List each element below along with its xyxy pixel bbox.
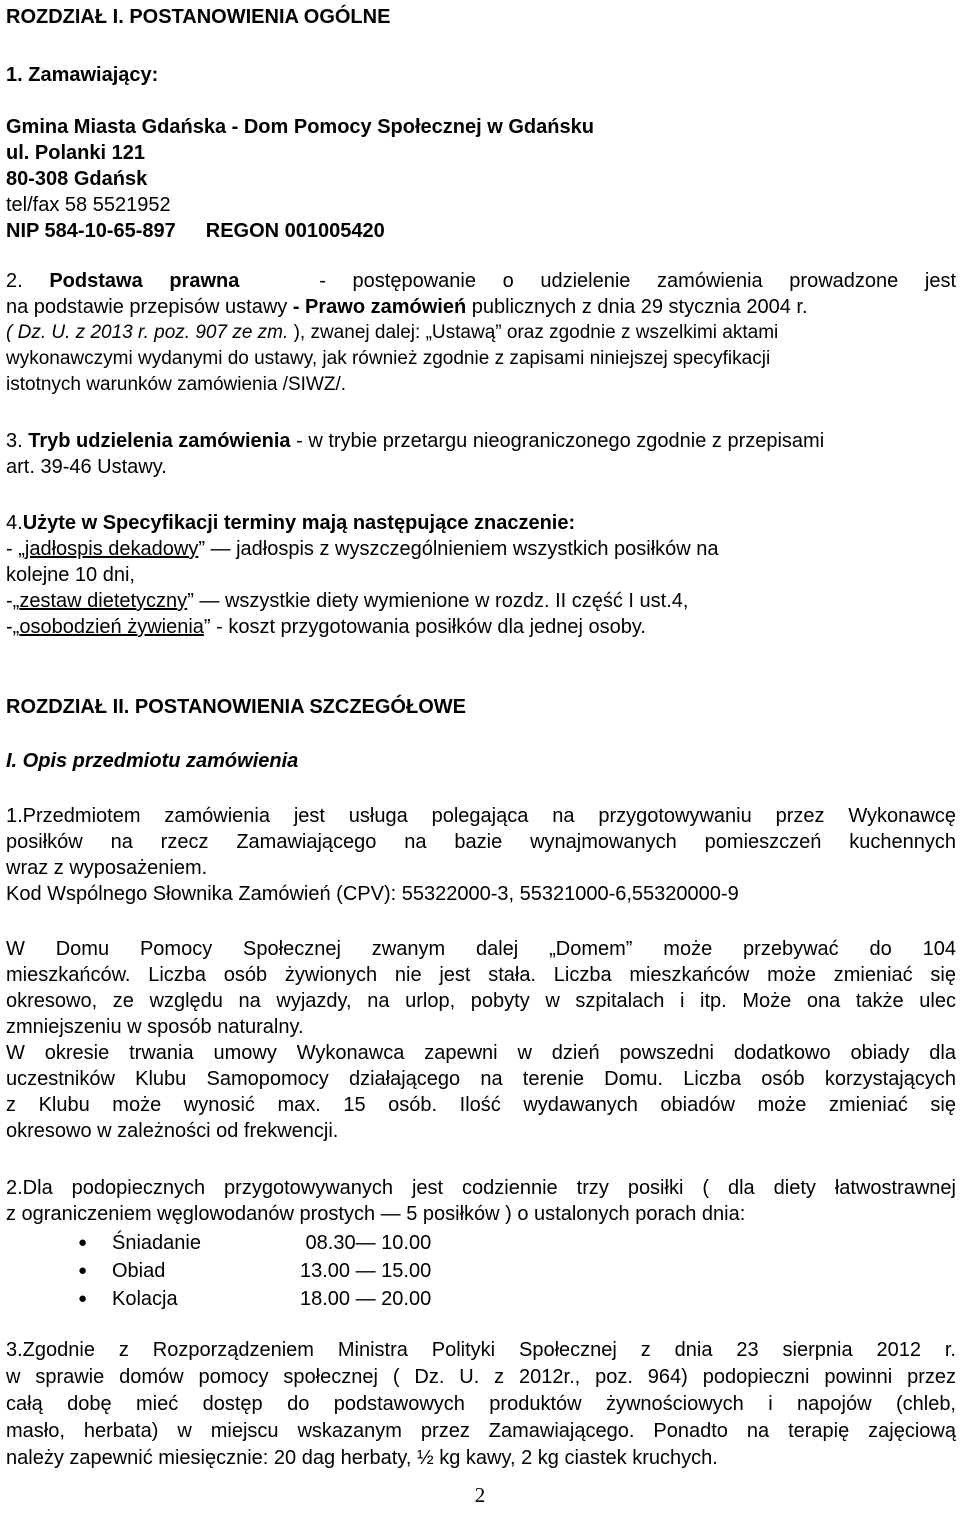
- paragraph-subject: 1.Przedmiotem zamówienia jest usługa polegająca na przygotowywaniu przez Wykonawcę posiłków na rzecz Zamawiającego na bazie wynajmowanych pomieszczeń kuchennych wraz z wyposażeniem. Kod Wspólnego Słownika Zamówień (CPV): 55322000-3, 55321000-6,55320000-9: [6, 805, 956, 905]
- meal-schedule-list: [6, 1229, 431, 1313]
- paragraph-regulation: 3.Zgodnie z Rozporządzeniem Ministra Polityki Społecznej z dnia 23 sierpnia 2012 r. w sprawie domów pomocy społecznej ( Dz. U. z 2012r., poz. 964) podopieczni powinni przez całą dobę mieć dostęp do podstawowych produktów żywnościowych i napojów (chleb, masło, herbata) w miejscu wskazanym przez Zamawiającego. Ponadto na terapię zajęciową należy zapewnić miesięcznie: 20 dag herbaty, ½ kg kawy, 2 kg ciastek kruchych.: [6, 1339, 956, 1469]
- authority-regon: REGON 001005420: [205, 220, 385, 242]
- section-1-heading: 1. Zamawiający:: [6, 64, 159, 86]
- authority-nip: NIP 584-10-65-897: [6, 220, 176, 242]
- section-3-procedure: 3. Tryb udzielenia zamówienia - w trybie przetargu nieograniczonego zgodnie z przepisami art. 39-46 Ustawy.: [6, 430, 825, 478]
- section-3-heading: Tryb udzielenia zamówienia: [28, 430, 291, 452]
- paragraph-meals: 2.Dla podopiecznych przygotowywanych jest codziennie trzy posiłki ( dla diety łatwostrawnej z ograniczeniem węglowodanów prostych — 5 posiłków ) o ustalonych porach dnia:: [6, 1177, 956, 1225]
- definition-diet-set: -„zestaw dietetyczny” — wszystkie diety wymienione w rozdz. II część I ust.4,: [6, 590, 689, 612]
- list-item: ● Kolacja 18.00 — 20.00: [6, 1285, 431, 1313]
- list-item: ● Obiad 13.00 — 15.00: [6, 1257, 431, 1285]
- authority-name: Gmina Miasta Gdańska - Dom Pomocy Społecznej w Gdańsku: [6, 116, 594, 138]
- page-number: 2: [474, 1483, 486, 1507]
- list-item: ● Śniadanie 08.30— 10.00: [6, 1229, 431, 1257]
- section-2-legal-basis: 2. Podstawa prawna - postępowanie o udzielenie zamówienia prowadzone jest na podstawie przepisów ustawy - Prawo zamówień publicznych z dnia 29 stycznia 2004 r. ( Dz. U. z 2013 r. poz. 907 ze zm. ), zwanej dalej: „Ustawą” oraz zgodnie z wszelkimi aktami wykonawczymi wydanymi do ustawy, jak również zgodnie z zapisami niniejszej specyfikacji istotnych warunków zamówienia /SIWZ/.: [6, 270, 957, 395]
- subject-heading: I. Opis przedmiotu zamówienia: [6, 750, 299, 772]
- authority-city: 80-308 Gdańsk: [6, 168, 148, 190]
- chapter-2-title: ROZDZIAŁ II. POSTANOWIENIA SZCZEGÓŁOWE: [6, 696, 466, 718]
- definition-menu: - „jadłospis dekadowy” — jadłospis z wyszczególnieniem wszystkich posiłków na: [6, 538, 719, 560]
- section-4-definitions: 4.Użyte w Specyfikacji terminy mają następujące znaczenie: - „jadłospis dekadowy” — jadłospis z wyszczególnieniem wszystkich posiłków na kolejne 10 dni, -„zestaw dietetyczny” — wszystkie diety wymienione w rozdz. II część I ust.4, -„osobodzień żywienia” - koszt przygotowania posiłków dla jednej osoby.: [6, 512, 719, 638]
- paragraph-residents: W Domu Pomocy Społecznej zwanym dalej „Domem” może przebywać do 104 mieszkańców. Liczba osób żywionych nie jest stała. Liczba mieszkańców może zmieniać się okresowo, ze względu na wyjazdy, na urlop, pobyty w szpitalach i itp. Może ona także ulec zmniejszeniu w sposób naturalny. W okresie trwania umowy Wykonawca zapewni w dzień powszedni dodatkowo obiady dla uczestników Klubu Samopomocy działającego na terenie Domu. Liczba osób korzystających z Klubu może wynosić max. 15 osób. Ilość wydawanych obiadów może zmieniać się okresowo w zależności od frekwencji.: [6, 938, 956, 1142]
- authority-ids: [6, 218, 594, 244]
- definition-person-day: -„osobodzień żywienia” - koszt przygotowania posiłków dla jednej osoby.: [6, 616, 646, 638]
- chapter-1-title: ROZDZIAŁ I. POSTANOWIENIA OGÓLNE: [6, 6, 391, 28]
- section-2-heading: Podstawa prawna: [49, 270, 240, 292]
- authority-street: ul. Polanki 121: [6, 142, 145, 164]
- authority-tel-fax: tel/fax 58 5521952: [6, 194, 171, 216]
- section-4-heading: Użyte w Specyfikacji terminy mają następujące znaczenie:: [22, 512, 576, 534]
- contracting-authority-address: [6, 114, 594, 244]
